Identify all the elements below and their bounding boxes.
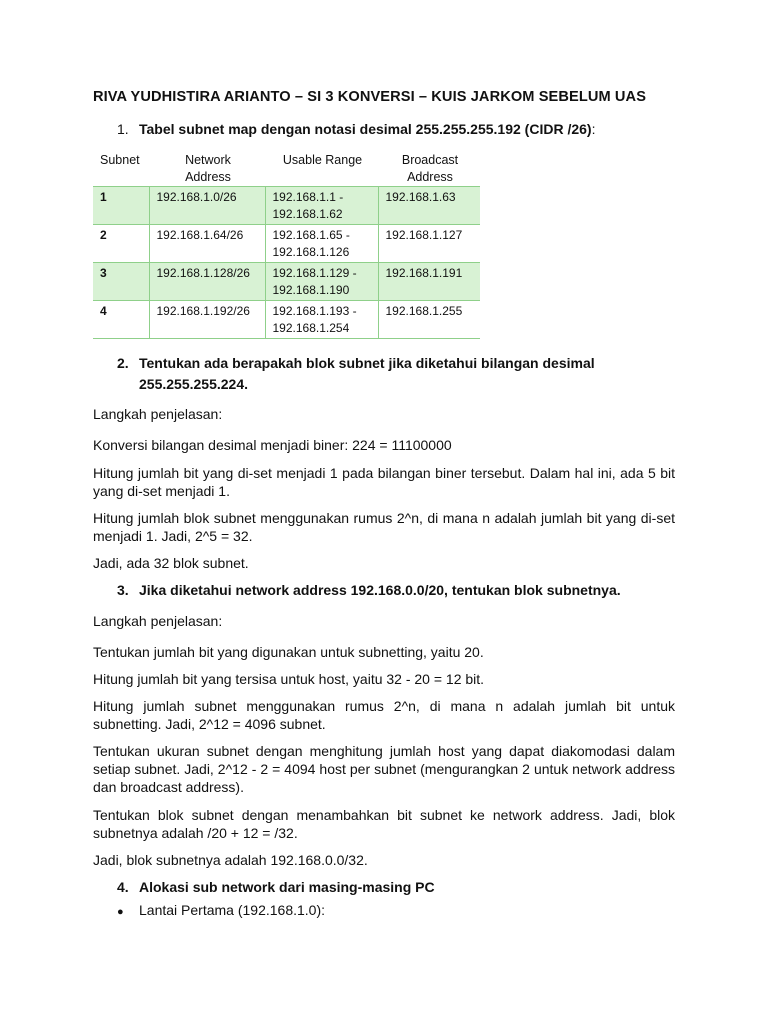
question-2	[117, 353, 659, 395]
question-1	[117, 121, 595, 137]
subnet-map-table	[93, 186, 480, 339]
table-cell: 192.168.1.0/26	[149, 187, 265, 225]
paragraph: Langkah penjelasan:	[93, 613, 223, 629]
table-row	[93, 301, 480, 339]
table-cell: 192.168.1.65 - 192.168.1.126	[265, 225, 378, 263]
question-number: 4.	[117, 879, 129, 895]
table-cell: 192.168.1.128/26	[149, 263, 265, 301]
paragraph: Konversi bilangan desimal menjadi biner: 224 = 11100000	[93, 437, 452, 453]
list-item-text: Lantai Pertama (192.168.1.0):	[139, 902, 326, 918]
table-cell: 192.168.1.127	[378, 225, 480, 263]
question-3	[117, 582, 621, 598]
paragraph: Langkah penjelasan:	[93, 406, 223, 422]
table-cell: 192.168.1.191	[378, 263, 480, 301]
paragraph: Hitung jumlah subnet menggunakan rumus 2^n, di mana n adalah jumlah bit untuk subnetting. Jadi, 2^12 = 4096 subnet.	[93, 698, 675, 732]
table-header-broadcast-address: Broadcast Address	[401, 153, 459, 184]
question-text: Jika diketahui network address 192.168.0.0/20, tentukan blok subnetnya.	[139, 582, 621, 598]
question-number: 2.	[117, 355, 129, 371]
table-cell: 2	[93, 225, 149, 263]
table-row	[93, 187, 480, 225]
table-cell: 192.168.1.1 - 192.168.1.62	[265, 187, 378, 225]
table-cell: 192.168.1.64/26	[149, 225, 265, 263]
question-number: 1.	[117, 121, 129, 137]
bullet-icon: ●	[117, 906, 124, 918]
paragraph: Hitung jumlah blok subnet menggunakan rumus 2^n, di mana n adalah jumlah bit yang di-set menjadi 1. Jadi, 2^5 = 32.	[93, 510, 675, 544]
table-cell: 1	[93, 187, 149, 225]
paragraph: Tentukan ukuran subnet dengan menghitung jumlah host yang dapat diakomodasi dalam setiap subnet. Jadi, 2^12 - 2 = 4094 host per subnet (mengurangkan 2 untuk network address dan broadcast address).	[93, 743, 675, 795]
table-cell: 192.168.1.255	[378, 301, 480, 339]
table-row	[93, 225, 480, 263]
table-header-network-address: Network Address	[185, 153, 231, 184]
question-text: Tabel subnet map dengan notasi desimal 255.255.255.192 (CIDR /26)	[139, 121, 592, 137]
question-4	[117, 879, 435, 895]
question-suffix: :	[591, 121, 596, 137]
paragraph: Hitung jumlah bit yang tersisa untuk host, yaitu 32 - 20 = 12 bit.	[93, 671, 485, 687]
paragraph: Tentukan blok subnet dengan menambahkan bit subnet ke network address. Jadi, blok subnetnya adalah /20 + 12 = /32.	[93, 807, 675, 841]
table-header-subnet: Subnet	[100, 153, 140, 167]
table-cell: 192.168.1.193 - 192.168.1.254	[265, 301, 378, 339]
table-row	[93, 263, 480, 301]
table-cell: 192.168.1.129 - 192.168.1.190	[265, 263, 378, 301]
table-cell: 4	[93, 301, 149, 339]
list-item	[117, 902, 325, 918]
table-cell: 3	[93, 263, 149, 301]
table-header-usable-range: Usable Range	[282, 153, 363, 167]
question-text: Tentukan ada berapakah blok subnet jika diketahui bilangan desimal 255.255.255.224.	[139, 355, 595, 392]
paragraph: Tentukan jumlah bit yang digunakan untuk subnetting, yaitu 20.	[93, 644, 484, 660]
document-title: RIVA YUDHISTIRA ARIANTO – SI 3 KONVERSI – KUIS JARKOM SEBELUM UAS	[93, 89, 647, 105]
table-cell: 192.168.1.192/26	[149, 301, 265, 339]
table-cell: 192.168.1.63	[378, 187, 480, 225]
question-number: 3.	[117, 582, 129, 598]
paragraph: Hitung jumlah bit yang di-set menjadi 1 pada bilangan biner tersebut. Dalam hal ini, ada 5 bit yang di-set menjadi 1.	[93, 465, 675, 499]
paragraph: Jadi, blok subnetnya adalah 192.168.0.0/32.	[93, 852, 368, 868]
question-text: Alokasi sub network dari masing-masing PC	[139, 879, 435, 895]
paragraph: Jadi, ada 32 blok subnet.	[93, 555, 249, 571]
